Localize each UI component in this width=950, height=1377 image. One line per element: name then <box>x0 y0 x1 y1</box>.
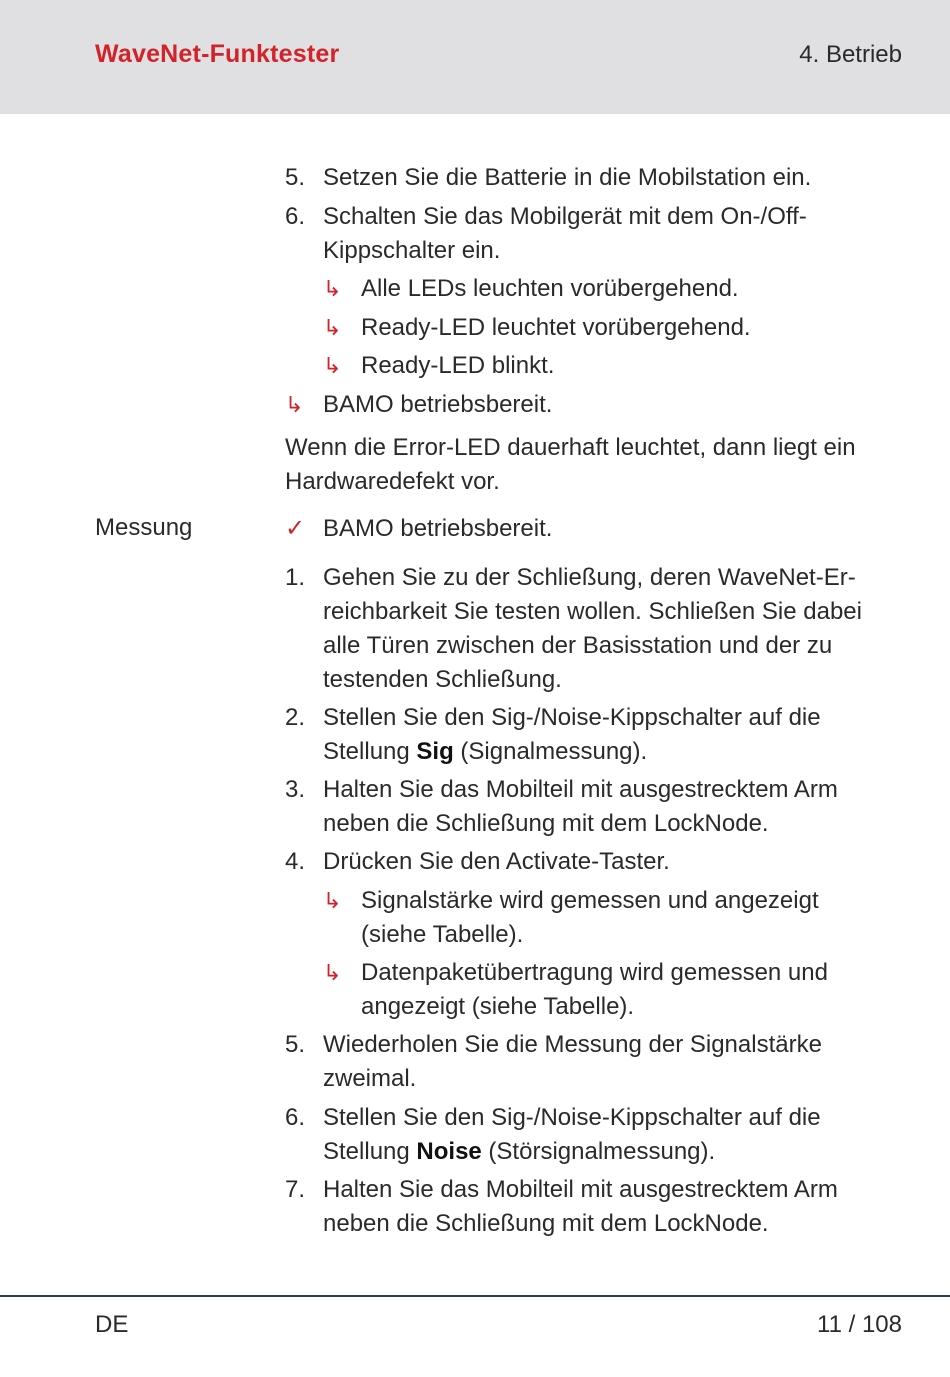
section-label: Messung <box>95 514 193 541</box>
step-text: Kippschalter ein. <box>323 237 501 264</box>
result-item <box>323 272 903 306</box>
list-item <box>285 561 905 697</box>
step-number: 6. <box>285 1104 306 1131</box>
result-text: Datenpaketübertragung wird gemessen und <box>361 959 828 986</box>
result-arrow-icon: ↳ <box>323 888 342 913</box>
step-text: Halten Sie das Mobilteil mit ausgestrecktem Arm <box>323 1176 838 1203</box>
result-text: Alle LEDs leuchten vorübergehend. <box>361 275 739 302</box>
precondition-item <box>285 512 905 546</box>
step-text: Stellen Sie den Sig-/Noise-Kippschalter auf die <box>323 1104 821 1131</box>
step-text-part: (Störsignalmessung). <box>481 1138 716 1165</box>
switch-position-label: Noise <box>416 1138 482 1165</box>
step-text: Schalten Sie das Mobilgerät mit dem On-/Off- <box>323 203 807 230</box>
note-line: Hardwaredefekt vor. <box>285 468 500 495</box>
result-arrow-icon: ↳ <box>323 960 342 985</box>
step-number: 1. <box>285 564 306 591</box>
step-text <box>323 735 647 769</box>
result-arrow-icon: ↳ <box>323 353 342 378</box>
step-text: neben die Schließung mit dem LockNode. <box>323 1210 769 1237</box>
step-number: 2. <box>285 704 306 731</box>
result-text: BAMO betriebsbereit. <box>323 391 553 418</box>
precondition-text: BAMO betriebsbereit. <box>323 515 553 542</box>
result-arrow-icon: ↳ <box>323 276 342 301</box>
footer-divider <box>0 1295 950 1297</box>
step-text: testenden Schließung. <box>323 666 562 693</box>
result-text: Ready-LED blinkt. <box>361 352 555 379</box>
result-text: angezeigt (siehe Tabelle). <box>361 993 635 1020</box>
step-text: Stellen Sie den Sig-/Noise-Kippschalter auf die <box>323 704 821 731</box>
footer-language: DE <box>95 1311 129 1338</box>
result-item <box>323 349 903 383</box>
step-text: Halten Sie das Mobilteil mit ausgestrecktem Arm <box>323 776 838 803</box>
list-item <box>285 200 905 268</box>
list-item <box>285 845 905 879</box>
result-item <box>323 956 903 1024</box>
page-header <box>0 0 950 114</box>
check-icon: ✓ <box>285 515 306 542</box>
result-text: Signalstärke wird gemessen und angezeigt <box>361 887 819 914</box>
step-text: zweimal. <box>323 1065 417 1092</box>
result-item <box>323 311 903 345</box>
list-item <box>285 1173 905 1241</box>
note-paragraph <box>285 431 905 499</box>
result-text: Ready-LED leuchtet vorübergehend. <box>361 314 751 341</box>
result-arrow-icon: ↳ <box>285 392 304 417</box>
list-item <box>285 1101 905 1169</box>
switch-position-label: Sig <box>416 738 454 765</box>
step-text: neben die Schließung mit dem LockNode. <box>323 810 769 837</box>
step-text: reichbarkeit Sie testen wollen. Schließen Sie dabei <box>323 598 862 625</box>
step-text <box>323 1135 715 1169</box>
result-item <box>323 884 903 952</box>
list-item <box>285 1028 905 1096</box>
result-text: (siehe Tabelle). <box>361 921 524 948</box>
step-text: alle Türen zwischen der Basisstation und der zu <box>323 632 833 659</box>
list-item <box>285 701 905 769</box>
list-item <box>285 773 905 841</box>
step-number: 5. <box>285 164 306 191</box>
step-text-part: (Signalmessung). <box>453 738 648 765</box>
page-number: 11 / 108 <box>817 1311 902 1338</box>
step-text: Wiederholen Sie die Messung der Signalstärke <box>323 1031 822 1058</box>
result-arrow-icon: ↳ <box>323 315 342 340</box>
step-number: 6. <box>285 203 306 230</box>
step-text-part: Stellung <box>323 1138 417 1165</box>
result-item <box>285 388 905 422</box>
step-text: Gehen Sie zu der Schließung, deren WaveNet-Er- <box>323 564 856 591</box>
step-number: 7. <box>285 1176 306 1203</box>
step-number: 4. <box>285 848 306 875</box>
document-title: WaveNet-Funktester <box>95 40 340 68</box>
step-number: 3. <box>285 776 306 803</box>
step-number: 5. <box>285 1031 306 1058</box>
note-line: Wenn die Error-LED dauerhaft leuchtet, dann liegt ein <box>285 434 856 461</box>
step-text: Setzen Sie die Batterie in die Mobilstation ein. <box>323 164 812 191</box>
chapter-title: 4. Betrieb <box>799 41 902 68</box>
list-item <box>285 161 905 195</box>
step-text: Drücken Sie den Activate-Taster. <box>323 848 670 875</box>
step-text-part: Stellung <box>323 738 417 765</box>
